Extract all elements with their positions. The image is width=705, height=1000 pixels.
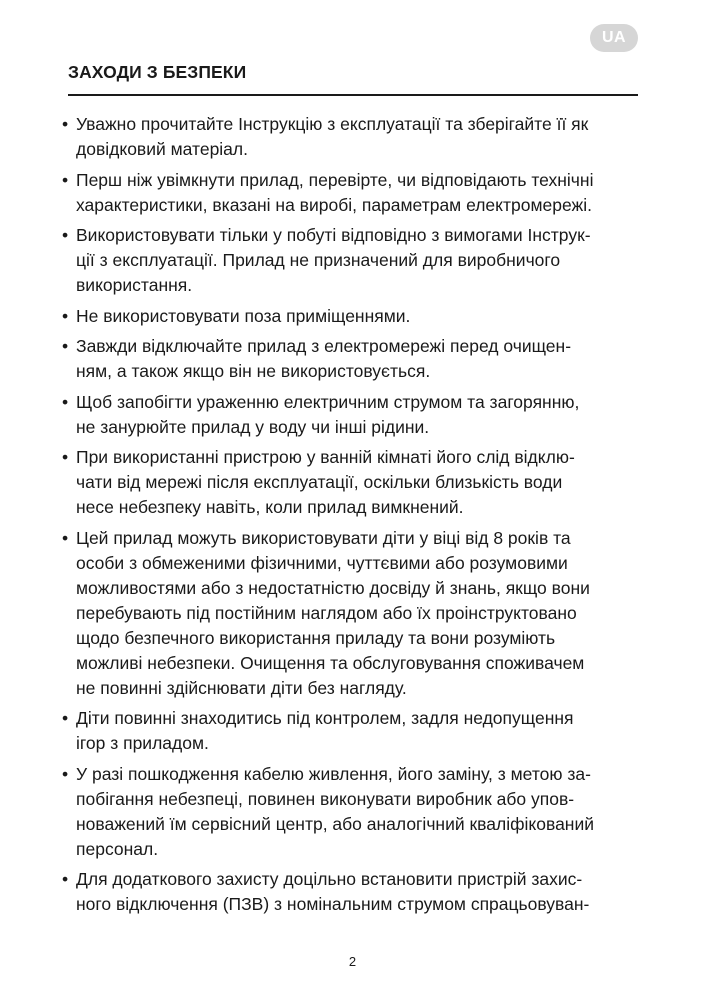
list-item xyxy=(62,762,646,862)
bullet-marker: • xyxy=(62,869,69,889)
safety-list xyxy=(62,112,646,923)
list-item xyxy=(62,526,646,701)
list-item xyxy=(62,112,646,162)
list-item xyxy=(62,706,646,756)
list-item-line: При використанні пристрою у ванній кімнаті його слід відклю- xyxy=(76,447,575,467)
list-item-line: Уважно прочитайте Інструкцію з експлуатації та зберігайте її як xyxy=(76,114,589,134)
list-item-line: Не використовувати поза приміщеннями. xyxy=(76,305,411,326)
bullet-marker: • xyxy=(62,447,69,467)
list-item-line: Перш ніж увімкнути прилад, перевірте, чи відповідають технічні xyxy=(76,169,594,190)
list-item-line: несе небезпеку навіть, коли прилад вимкнений. xyxy=(76,497,464,517)
list-item-line: довідковий матеріал. xyxy=(76,139,248,159)
bullet-marker: • xyxy=(62,391,69,412)
list-item-line: Для додаткового захисту доцільно встановити пристрій захис- xyxy=(76,869,583,889)
list-item xyxy=(62,867,646,917)
list-item-line: новажений їм сервісний центр, або аналогічний кваліфікований xyxy=(76,813,595,834)
bullet-marker: • xyxy=(62,169,69,190)
list-item-line: ням, а також якщо він не використовується. xyxy=(76,361,431,381)
list-item-line: особи з обмеженими фізичними, чуттєвими або розумовими xyxy=(76,552,568,573)
list-item-line: У разі пошкодження кабелю живлення, його заміну, з метою за- xyxy=(76,763,591,784)
list-item-line: Цей прилад можуть використовувати діти у віці від 8 років та xyxy=(76,527,571,548)
list-item-line: не занурюйте прилад у воду чи інші рідини. xyxy=(76,416,430,437)
list-item-line: перебувають під постійним наглядом або їх проінструктовано xyxy=(76,602,577,623)
list-item-line: ігор з приладом. xyxy=(76,733,209,753)
page-number: 2 xyxy=(348,954,357,969)
list-item-line: можливі небезпеки. Очищення та обслуговування споживачем xyxy=(76,652,585,673)
bullet-marker: • xyxy=(62,527,69,548)
list-item xyxy=(62,223,646,298)
list-item-line: Діти повинні знаходитись під контролем, задля недопущення xyxy=(76,708,574,728)
list-item-line: Завжди відключайте прилад з електромережі перед очищен- xyxy=(76,336,572,356)
heading-underline xyxy=(68,94,638,96)
bullet-marker: • xyxy=(62,305,69,326)
list-item xyxy=(62,445,646,520)
list-item-line: чати від мережі після експлуатації, оскільки близькість води xyxy=(76,472,563,492)
list-item-line: Щоб запобігти ураженню електричним струмом та загорянню, xyxy=(76,391,580,412)
list-item-line: персонал. xyxy=(76,838,159,859)
list-item-line: використання. xyxy=(76,275,193,295)
list-item xyxy=(62,304,646,329)
list-item-line: ного відключення (ПЗВ) з номінальним струмом спрацьовуван- xyxy=(76,894,590,914)
list-item xyxy=(62,168,646,218)
list-item-line: Використовувати тільки у побуті відповідно з вимогами Інструк- xyxy=(76,225,591,245)
bullet-marker: • xyxy=(62,336,69,356)
list-item-line: щодо безпечного використання приладу та вони розуміють xyxy=(76,627,556,648)
bullet-marker: • xyxy=(62,225,69,245)
bullet-marker: • xyxy=(62,114,69,134)
list-item-line: побігання небезпеці, повинен виконувати виробник або упов- xyxy=(76,788,575,809)
list-item-line: не повинні здійснювати діти без нагляду. xyxy=(76,677,407,698)
bullet-marker: • xyxy=(62,708,69,728)
list-item xyxy=(62,334,646,384)
list-item-line: ції з експлуатації. Прилад не призначений для виробничого xyxy=(76,250,561,270)
language-badge: UA xyxy=(590,24,638,52)
list-item-line: характеристики, вказані на виробі, параметрам електромережі. xyxy=(76,194,592,215)
list-item xyxy=(62,390,646,440)
bullet-marker: • xyxy=(62,763,69,784)
list-item-line: можливостями або з недостатністю досвіду й знань, якщо вони xyxy=(76,577,590,598)
section-heading: ЗАХОДИ З БЕЗПЕКИ xyxy=(68,62,247,82)
